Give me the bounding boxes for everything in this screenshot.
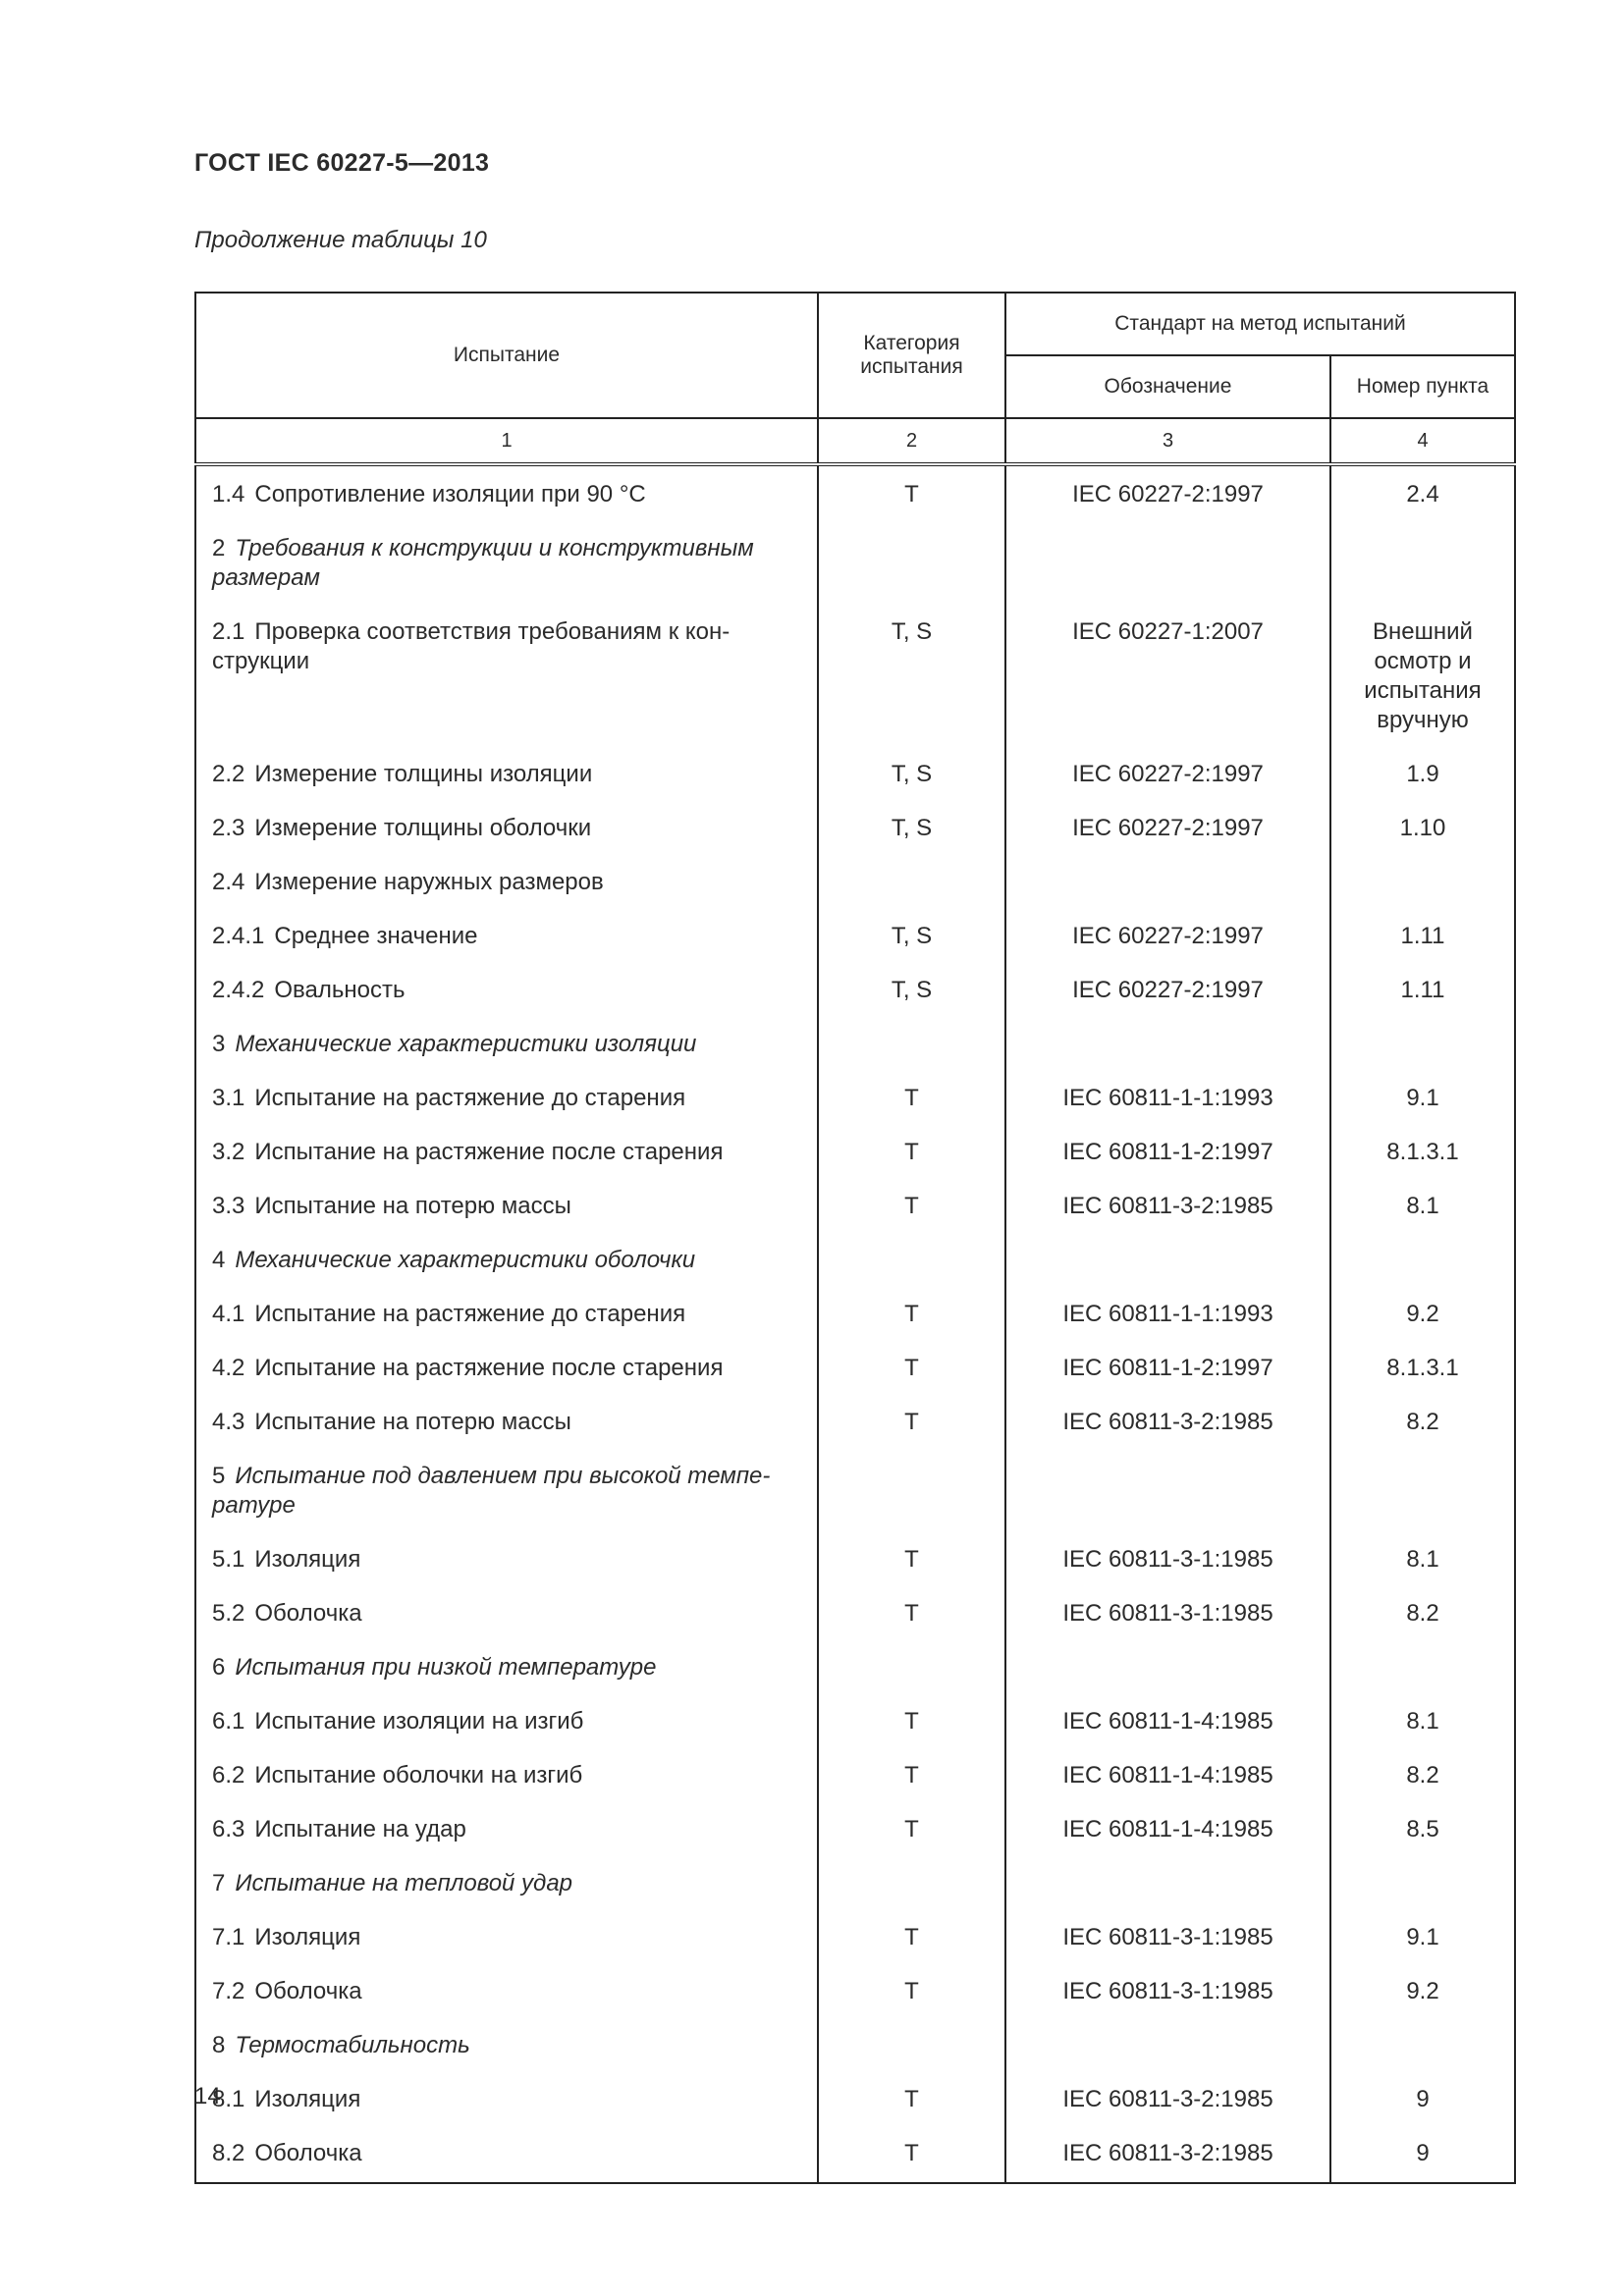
designation-cell: IEC 60227-2:1997 [1005, 464, 1330, 521]
test-cell [195, 2018, 818, 2072]
test-number: 2.1 [212, 618, 245, 645]
section-row [195, 1233, 1515, 1287]
test-cell [195, 801, 818, 855]
test-cell [195, 1395, 818, 1449]
designation-cell [1005, 1233, 1330, 1287]
test-cell [195, 1179, 818, 1233]
test-cell [195, 1640, 818, 1694]
clause-cell: 9 [1330, 2072, 1515, 2126]
table-row [195, 747, 1515, 801]
test-cell [195, 605, 818, 747]
table-row [195, 1341, 1515, 1395]
test-number: 4.3 [212, 1409, 245, 1435]
designation-cell: IEC 60811-1-1:1993 [1005, 1287, 1330, 1341]
test-name: Изоляция [254, 2086, 361, 2112]
designation-cell [1005, 1017, 1330, 1071]
test-name: Испытания при низкой температуре [235, 1654, 657, 1681]
test-name: Оболочка [254, 1600, 362, 1627]
test-name: Измерение толщины изоляции [254, 761, 593, 787]
clause-cell: 8.1.3.1 [1330, 1341, 1515, 1395]
test-name: Овальность [274, 977, 406, 1003]
table-row [195, 801, 1515, 855]
table-row [195, 1532, 1515, 1586]
test-number: 2.4 [212, 869, 245, 895]
test-number: 4 [212, 1247, 226, 1273]
test-number: 1.4 [212, 481, 245, 507]
designation-cell: IEC 60227-2:1997 [1005, 909, 1330, 963]
table-row [195, 963, 1515, 1017]
test-cell [195, 464, 818, 521]
test-cell [195, 1449, 818, 1532]
test-name: Сопротивление изоляции при 90 °С [254, 481, 646, 507]
test-name: Испытание под давлением при высокой темпе-ратуре [212, 1463, 771, 1519]
test-name: Проверка соответствия требованиям к кон-струкции [212, 618, 731, 674]
tests-table [194, 292, 1516, 2184]
table-row [195, 909, 1515, 963]
test-name: Измерение наружных размеров [254, 869, 604, 895]
designation-cell: IEC 60811-3-2:1985 [1005, 2072, 1330, 2126]
category-cell: T, S [818, 605, 1005, 747]
test-name: Испытание на удар [254, 1816, 466, 1842]
test-cell [195, 1964, 818, 2018]
test-name: Испытание на растяжение после старения [254, 1139, 724, 1165]
table-row [195, 855, 1515, 909]
test-cell [195, 855, 818, 909]
designation-cell: IEC 60811-3-2:1985 [1005, 1179, 1330, 1233]
header-category: Категория испытания [818, 293, 1005, 418]
clause-cell: 1.9 [1330, 747, 1515, 801]
category-cell: T [818, 1694, 1005, 1748]
clause-cell: 1.10 [1330, 801, 1515, 855]
table-row [195, 1395, 1515, 1449]
table-row [195, 2126, 1515, 2183]
designation-cell: IEC 60811-1-2:1997 [1005, 1341, 1330, 1395]
column-number: 1 [195, 418, 818, 464]
table-row [195, 605, 1515, 747]
test-cell [195, 1233, 818, 1287]
test-number: 7 [212, 1870, 226, 1896]
table-row [195, 1964, 1515, 2018]
test-cell [195, 1341, 818, 1395]
designation-cell: IEC 60811-3-1:1985 [1005, 1532, 1330, 1586]
table-row [195, 1910, 1515, 1964]
test-name: Измерение толщины оболочки [254, 815, 592, 841]
category-cell: T [818, 2126, 1005, 2183]
designation-cell: IEC 60811-1-4:1985 [1005, 1694, 1330, 1748]
clause-cell: 9 [1330, 2126, 1515, 2183]
designation-cell: IEC 60811-3-1:1985 [1005, 1910, 1330, 1964]
category-cell: T [818, 1071, 1005, 1125]
designation-cell: IEC 60811-1-4:1985 [1005, 1748, 1330, 1802]
test-number: 6.1 [212, 1708, 245, 1735]
test-cell [195, 2126, 818, 2183]
test-name: Среднее значение [274, 923, 478, 949]
designation-cell: IEC 60811-1-1:1993 [1005, 1071, 1330, 1125]
test-cell [195, 1017, 818, 1071]
category-cell: T [818, 1179, 1005, 1233]
test-cell [195, 1287, 818, 1341]
clause-cell [1330, 1856, 1515, 1910]
clause-cell: 8.1 [1330, 1179, 1515, 1233]
designation-cell: IEC 60227-2:1997 [1005, 963, 1330, 1017]
test-name: Испытание на растяжение до старения [254, 1085, 686, 1111]
test-number: 8.1 [212, 2086, 245, 2112]
header-designation: Обозначение [1005, 355, 1330, 418]
test-number: 2 [212, 535, 226, 561]
test-name: Испытание на потерю массы [254, 1193, 571, 1219]
test-number: 3.1 [212, 1085, 245, 1111]
section-row [195, 1856, 1515, 1910]
document-header: ГОСТ IEC 60227-5—2013 [194, 149, 490, 177]
designation-cell: IEC 60227-2:1997 [1005, 747, 1330, 801]
clause-cell: 8.1 [1330, 1694, 1515, 1748]
test-cell [195, 747, 818, 801]
table-row [195, 2072, 1515, 2126]
category-cell [818, 1017, 1005, 1071]
test-cell [195, 1748, 818, 1802]
designation-cell [1005, 855, 1330, 909]
designation-cell: IEC 60811-3-1:1985 [1005, 1964, 1330, 2018]
test-number: 2.3 [212, 815, 245, 841]
clause-cell: 8.2 [1330, 1748, 1515, 1802]
designation-cell: IEC 60227-2:1997 [1005, 801, 1330, 855]
category-cell [818, 1640, 1005, 1694]
clause-cell: 2.4 [1330, 464, 1515, 521]
category-cell: T [818, 1586, 1005, 1640]
test-number: 3.3 [212, 1193, 245, 1219]
test-name: Испытание оболочки на изгиб [254, 1762, 583, 1789]
table-body [195, 464, 1515, 2183]
clause-cell [1330, 521, 1515, 605]
column-number: 3 [1005, 418, 1330, 464]
designation-cell: IEC 60811-1-2:1997 [1005, 1125, 1330, 1179]
category-cell: T [818, 1125, 1005, 1179]
test-name: Испытание на тепловой удар [235, 1870, 573, 1896]
category-cell: T, S [818, 909, 1005, 963]
designation-cell: IEC 60811-3-1:1985 [1005, 1586, 1330, 1640]
test-number: 4.1 [212, 1301, 245, 1327]
test-number: 6.3 [212, 1816, 245, 1842]
designation-cell: IEC 60227-1:2007 [1005, 605, 1330, 747]
test-name: Требования к конструкции и конструктивным размерам [212, 535, 754, 591]
header-standard: Стандарт на метод испытаний [1005, 293, 1515, 355]
table-caption: Продолжение таблицы 10 [194, 227, 487, 253]
category-cell: T [818, 1287, 1005, 1341]
test-cell [195, 1802, 818, 1856]
clause-cell: 9.2 [1330, 1964, 1515, 2018]
test-number: 3.2 [212, 1139, 245, 1165]
test-number: 7.2 [212, 1978, 245, 2004]
header-clause: Номер пункта [1330, 355, 1515, 418]
category-cell: T [818, 2072, 1005, 2126]
clause-cell [1330, 1449, 1515, 1532]
clause-cell: 9.2 [1330, 1287, 1515, 1341]
column-number: 4 [1330, 418, 1515, 464]
test-cell [195, 1071, 818, 1125]
test-name: Оболочка [254, 2140, 362, 2166]
test-cell [195, 909, 818, 963]
test-number: 5.1 [212, 1546, 245, 1573]
section-row [195, 2018, 1515, 2072]
test-name: Оболочка [254, 1978, 362, 2004]
test-name: Испытание изоляции на изгиб [254, 1708, 584, 1735]
designation-cell [1005, 1449, 1330, 1532]
section-row [195, 1640, 1515, 1694]
test-cell [195, 1910, 818, 1964]
test-cell [195, 1856, 818, 1910]
table-row [195, 1071, 1515, 1125]
test-name: Термостабильность [235, 2032, 470, 2058]
table-row [195, 1125, 1515, 1179]
category-cell [818, 1233, 1005, 1287]
clause-cell [1330, 1233, 1515, 1287]
test-number: 2.2 [212, 761, 245, 787]
test-number: 2.4.2 [212, 977, 265, 1003]
clause-cell: Внешний осмотр и испытания вручную [1330, 605, 1515, 747]
table-row [195, 1748, 1515, 1802]
section-row [195, 1449, 1515, 1532]
test-number: 5.2 [212, 1600, 245, 1627]
test-cell [195, 1532, 818, 1586]
page-number: 14 [194, 2083, 221, 2109]
designation-cell [1005, 2018, 1330, 2072]
test-cell [195, 2072, 818, 2126]
test-number: 6.2 [212, 1762, 245, 1789]
table-row [195, 1586, 1515, 1640]
clause-cell: 9.1 [1330, 1910, 1515, 1964]
designation-cell [1005, 1856, 1330, 1910]
table-row [195, 1694, 1515, 1748]
test-number: 4.2 [212, 1355, 245, 1381]
table-header [195, 293, 1515, 464]
category-cell: T [818, 464, 1005, 521]
test-number: 8 [212, 2032, 226, 2058]
category-cell: T [818, 1910, 1005, 1964]
test-name: Механические характеристики изоляции [235, 1031, 697, 1057]
designation-cell: IEC 60811-3-2:1985 [1005, 2126, 1330, 2183]
clause-cell: 1.11 [1330, 909, 1515, 963]
table-row [195, 1179, 1515, 1233]
category-cell [818, 521, 1005, 605]
test-cell [195, 1586, 818, 1640]
test-number: 3 [212, 1031, 226, 1057]
test-number: 6 [212, 1654, 226, 1681]
section-row [195, 1017, 1515, 1071]
column-number: 2 [818, 418, 1005, 464]
section-row [195, 521, 1515, 605]
table-row [195, 1287, 1515, 1341]
clause-cell: 8.1 [1330, 1532, 1515, 1586]
category-cell: T [818, 1532, 1005, 1586]
category-cell: T [818, 1802, 1005, 1856]
clause-cell: 1.11 [1330, 963, 1515, 1017]
clause-cell: 8.2 [1330, 1395, 1515, 1449]
test-cell [195, 963, 818, 1017]
category-cell: T [818, 1341, 1005, 1395]
category-cell: T, S [818, 747, 1005, 801]
table-row [195, 1802, 1515, 1856]
test-name: Изоляция [254, 1924, 361, 1950]
designation-cell [1005, 521, 1330, 605]
clause-cell [1330, 1017, 1515, 1071]
clause-cell: 8.5 [1330, 1802, 1515, 1856]
test-name: Испытание на растяжение после старения [254, 1355, 724, 1381]
designation-cell: IEC 60811-3-2:1985 [1005, 1395, 1330, 1449]
test-name: Механические характеристики оболочки [235, 1247, 696, 1273]
header-test: Испытание [195, 293, 818, 418]
clause-cell [1330, 855, 1515, 909]
test-name: Изоляция [254, 1546, 361, 1573]
category-cell: T, S [818, 963, 1005, 1017]
category-cell [818, 1449, 1005, 1532]
test-number: 2.4.1 [212, 923, 265, 949]
category-cell: T [818, 1395, 1005, 1449]
test-number: 8.2 [212, 2140, 245, 2166]
clause-cell [1330, 2018, 1515, 2072]
test-name: Испытание на потерю массы [254, 1409, 571, 1435]
clause-cell: 9.1 [1330, 1071, 1515, 1125]
designation-cell [1005, 1640, 1330, 1694]
designation-cell: IEC 60811-1-4:1985 [1005, 1802, 1330, 1856]
category-cell [818, 855, 1005, 909]
clause-cell: 8.1.3.1 [1330, 1125, 1515, 1179]
test-cell [195, 1694, 818, 1748]
clause-cell: 8.2 [1330, 1586, 1515, 1640]
category-cell: T, S [818, 801, 1005, 855]
category-cell [818, 2018, 1005, 2072]
table-row [195, 464, 1515, 521]
category-cell: T [818, 1748, 1005, 1802]
clause-cell [1330, 1640, 1515, 1694]
test-number: 7.1 [212, 1924, 245, 1950]
test-number: 5 [212, 1463, 226, 1489]
test-name: Испытание на растяжение до старения [254, 1301, 686, 1327]
test-cell [195, 521, 818, 605]
test-cell [195, 1125, 818, 1179]
category-cell [818, 1856, 1005, 1910]
category-cell: T [818, 1964, 1005, 2018]
